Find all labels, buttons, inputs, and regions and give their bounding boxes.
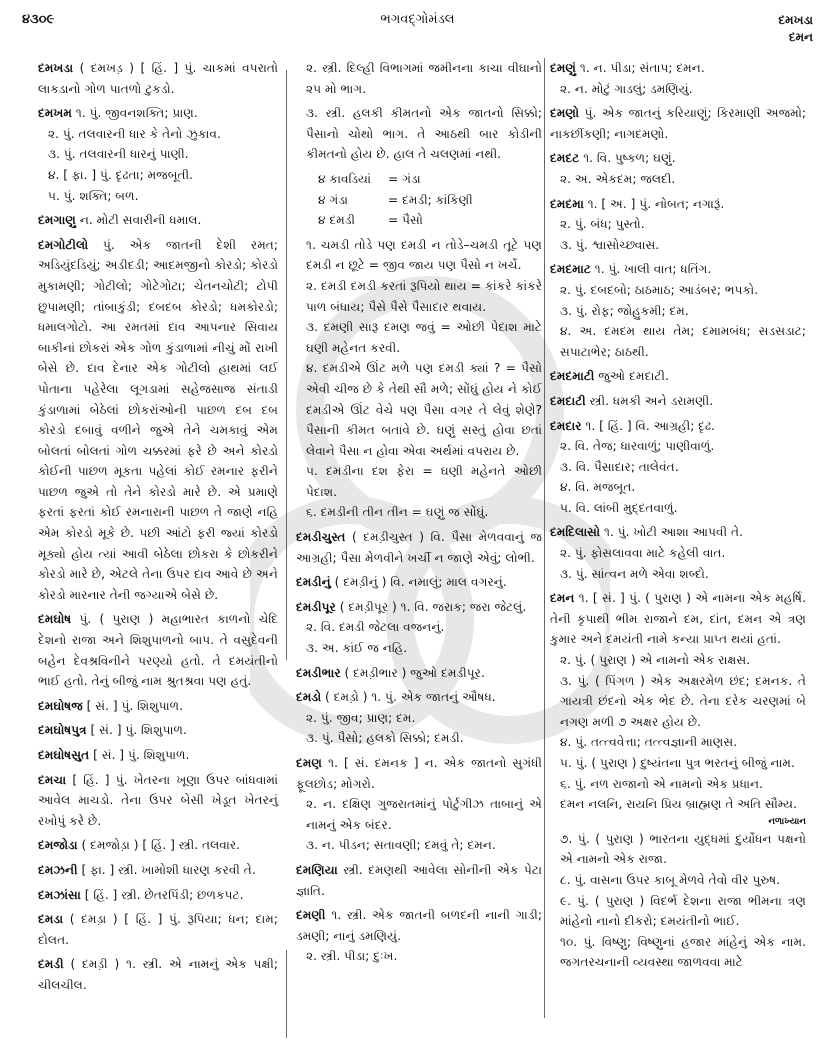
entry-sense: ૪. [ ફા. ] પું. દૃઢતા; મજબૂતી. (48, 167, 193, 182)
entry-headword: દમજોડા (38, 838, 78, 853)
entry-text: ( દમખડ઼ ) [ હિં. ] પું. ચાકમાં વપરાતો લાકડાનો ગોળ પાતળો ટુકડો. (38, 61, 279, 96)
entry-definition (296, 58, 542, 99)
entry-definition (38, 235, 278, 606)
dictionary-entry (296, 58, 542, 99)
entry-text: ( દમડ઼ા ) [ હિં. ] પું. રૂપિયા; ધન; દામ; દોલત. (38, 912, 278, 947)
book-title: ભગવદ્ગોમંડલ (380, 12, 455, 27)
entry-headword: દમણું (550, 61, 577, 75)
entry-sense: ૮. પું. વાસના ઉપર કાબૂ મેળવે તેવો વીર પુરુષ. (560, 872, 781, 887)
entry-headword: દમડીભાર (296, 665, 341, 680)
entry-text: ( દમડ઼ી ) ૧. સ્ત્રી. એ નામનું એક પક્ષી; ચીલચીલ. (38, 957, 278, 992)
entry-sense: ૫. પું. ( પુરાણ ) દુષ્યંતના પુત્ર ભરતનું બીજું નામ. (560, 756, 795, 770)
dictionary-entry (38, 860, 278, 881)
entry-text: [ હિં. ] પું. ખેતરના ખૂણા ઉપર બાંધવામાં આવેલ માચડો. તેના ઉપર બેસી ખેડૂત ખેતરનું રખોપું કરે છે. (38, 772, 278, 828)
entry-headword: દમન (550, 591, 575, 606)
equivalence-left: ૪ ગંડા (318, 192, 349, 207)
page-number: ૪૩૦૯ (22, 12, 55, 27)
proverb: ૨. દમડી દમડી કરતાં રૂપિયો થાય = કાંકરે કાંકરે પાળ બંધાય; પૈસે પૈસે પૈસાદાર થવાય. (306, 278, 542, 314)
entry-sense: ૫. પું. શક્તિ; બળ. (48, 188, 139, 203)
dictionary-entry (38, 954, 278, 995)
entry-text: પું. ( પુરાણ ) મહાભારત કાળનો ચેદિ દેશનો રાજા અને શિશુપાળનો બાપ. તે વસુદેવની બહેન દેવશ્રવિનીને પરણ્યો હતો. તે દમયંતીનો ભાઈ હતો. તેનું બીજું નામ શ્રુતશ્રવા પણ હતું. (38, 612, 278, 689)
equivalence-row (296, 210, 542, 231)
entry-text: ૧. [ સં. દમનક ] ન. એક જાતનો સુગંધી ફૂલછોડ; મોગરો. (296, 756, 543, 791)
entry-text: ૧. [ હિં. ] વિ. આગ્રહી; દૃઢ. (585, 418, 715, 433)
dictionary-entry (38, 58, 278, 99)
entry-headword: દમદમા (550, 196, 584, 211)
entry-sense: ૩. અ. કાંઈ જ નહિ. (306, 641, 408, 656)
entry-sense: ૨. પું. ફોસલાવવા માટે કહેલી વાત. (560, 546, 726, 561)
entry-headword: દમઘોષજ (38, 698, 83, 713)
proverb: ૫. દમડીના દશ ફેરા = ઘણી મહેનતે ઓછી પેદાશ. (306, 464, 542, 499)
entry-definition (38, 210, 278, 231)
dictionary-entry (38, 835, 278, 856)
entry-definition (550, 391, 806, 412)
entry-headword: દમણો (550, 106, 580, 121)
dictionary-entry (550, 58, 806, 99)
entry-text: ન. મોટી સવારીની ધમાલ. (79, 213, 202, 228)
entry-definition (296, 597, 542, 618)
entry-definition (296, 753, 542, 794)
dictionary-entry (38, 885, 278, 906)
entry-text: સ્ત્રી. દમણથી આવેલા સોનીની એક પેટા જ્ઞાતિ. (296, 862, 542, 898)
dictionary-entry (38, 210, 278, 231)
entry-sense: ૨. પું. ( પુરાણ ) એ નામનો એક રાક્ષસ. (560, 653, 751, 668)
entry-sense: ૫. વિ. લાંબી મુદ્દતવાળું. (560, 500, 678, 515)
guide-word-top: દમખડા (778, 13, 813, 27)
entry-text: ૧. પું. ખાલી વાત; ધતિંગ. (594, 262, 712, 277)
entry-definition (38, 909, 278, 950)
entry-headword: દમદમાટી (550, 369, 595, 384)
dictionary-entry (550, 259, 806, 362)
dictionary-entry (38, 609, 278, 691)
dictionary-entry (38, 909, 278, 950)
entry-definition (38, 745, 278, 766)
entry-headword: દમઝાંસા (38, 887, 81, 902)
entry-text: સ્ત્રી. ધમકી અને ડરામણી. (589, 393, 714, 408)
entry-text: [ સં. ] પું. શિશુપાળ. (86, 698, 183, 713)
entry-definition (38, 609, 278, 691)
dictionary-entry (38, 745, 278, 766)
entry-headword: દમદમાટ (550, 262, 591, 277)
entry-sense: ૨. ન. દક્ષિણ ગુજરાતમાંનું પોર્ટુગીઝ તાબાનું એ નામનું એક બંદર. (306, 797, 542, 832)
entry-sense: ૩. પું. ( પિંગળ ) એક અક્ષરમેળ છંદ; દમનક. તે ગાયત્રી છંદનો એક ભેદ છે. તેના દરેક ચરણમાં બે નગણ મળી ૭ અક્ષર હોય છે. (560, 673, 806, 729)
entry-definition (38, 770, 278, 832)
equivalence-right: = દમડી; કાંકિણી (388, 192, 473, 207)
entry-sense: ૨. ન. મોટું ગાડલું; ડમણિયું. (560, 81, 693, 96)
entry-text: ( દમડ઼ો ) ૧. પું. એક જાતનું ઔષધ. (325, 690, 496, 705)
entry-text: પું. એક જાતની દેશી રમત; અડિયુંદડિયું; અડીદડી; આદમજીનો કોરડો; કોરડો મુકામણી; ગોટીલો; ગોટેગોટા; ચેતનચોટી; ટોપી છુપામણી; તાંબાકુંડી; દબદબ કોરડો; ધમકોરડો; ધમાલગોટો. આ રમતમાં દાવ આપનાર સિવાય બાકીનાં છોકરાં એક ગોળ કુંડાળામાં નીચું મોં રાખી બેસે છે. દાવ દેનાર એક ગોટીલો હાથમાં લઈ પોતાના પહેરેલા લૂગડામાં સહેજસાજ સંતાડી કુંડાળામાં બેઠેલાં છોકરાંઓની પાછળ દબ દબ કોરડો દબાવું વળીને જુએ તેને ચમકાવું એમ બોલતાં બોલતાં ગોળ ચક્કરમાં ફરે છે અને કોરડો કોઈની પાછળ મૂકતા પહેલાં કોઈ રમનાર ફરીને પાછળ જુએ તો તેને કોરડો મારે છે. એ પ્રમાણે ફરતાં ફરતાં કોઈ રમનારાની પાછળ તે જાણે નહિ એમ કોરડો મૂકે છે. પછી આંટો ફરી જ્યાં કોરડો મૂક્યો હોય ત્યાં આવી બેઠેલા છોકરા કે છોકરીને કોરડો મારે છે, એટલે તેના ઉપર દાવ આવે છે અને કોરડો મારનાર તેની જગ્યાએ બેસે છે. (38, 237, 278, 602)
entry-text: ૧. વિ. પુષ્કળ; ઘણું. (583, 151, 676, 166)
entry-text: ( દમડ઼ીનું ) વિ. નમાલું; માલ વગરનું. (334, 575, 507, 590)
entry-text: ૧. [ અ. ] પું. નોબત; નગારૂં. (587, 196, 725, 211)
dictionary-entry (296, 753, 542, 856)
entry-sense: ૪. પું. તત્ત્વવેત્તા; તત્ત્વજ્ઞાની માણસ. (560, 735, 738, 750)
entry-definition (550, 416, 806, 437)
entry-sense: ૨. પું. દબદબો; ઠાઠમાઠ; આડંબર; ભપકો. (560, 282, 759, 297)
entry-definition (550, 588, 806, 650)
entry-headword: દમઘોષપુત્ર (38, 723, 87, 738)
dictionary-entry (296, 905, 542, 967)
entry-definition (550, 194, 806, 215)
entry-text: ૧. પું. ખોટી આશા આપવી તે. (603, 525, 743, 540)
equivalence-right: = ગંડા (388, 171, 421, 186)
entry-text: [ ફા. ] સ્ત્રી. ખામોશી ધારણ કરવી તે. (81, 862, 256, 877)
dictionary-entry (550, 366, 806, 387)
entry-headword: દમડા (38, 912, 64, 927)
entry-definition (296, 527, 542, 568)
entry-definition (38, 835, 278, 856)
entry-text: [ હિં. ] સ્ત્રી. છેતરપિંડી; છળકપટ. (84, 887, 244, 902)
equivalence-right: = પૈસો (388, 213, 423, 228)
entry-definition (296, 687, 542, 708)
entry-text: પું. એક જાતનું કરિયાણું; કિરમાણી અજમો; નાકછીંકણી; નાગદમણો. (550, 106, 806, 141)
entry-headword: દમઘોષ (38, 612, 72, 627)
entry-text: ( દમજોડ઼ા ) [ હિં. ] સ્ત્રી. તલવાર. (81, 838, 241, 853)
entry-definition (296, 572, 542, 593)
proverb: ૧. ચમડી તોડે પણ દમડી ન તોડે–ચમડી તૂટે પણ દમડી ન છૂટે = જીવ જાય પણ પૈસો ન ખર્ચે. (306, 237, 542, 273)
entry-text: ૧. [ સં. ] પું. ( પુરાણ ) એ નામના એક મહર્ષિ. તેની કૃપાથી ભીમ રાજાને દમ, દાંત, દમન એ ત્રણ કુમાર અને દમયંતી નામે કન્યા પ્રાપ્ત થયાં હતાં. (550, 591, 806, 647)
proverb: ૩. દમણી સારૂ દમણ જવું = ઓછી પેદાશ માટે ઘણી મહેનત કરવી. (306, 320, 542, 355)
entry-definition (550, 103, 806, 144)
dictionary-entry (38, 770, 278, 832)
dictionary-entry (296, 235, 542, 523)
entry-headword: દમચા (38, 772, 67, 787)
entry-sense: ૩. ન. પીડન; સતાવણી; દમવું તે; દમન. (306, 838, 496, 853)
entry-headword: દમગાણુ (38, 213, 76, 228)
entry-sense: ૨. સ્ત્રી. પીડા; દુઃખ. (306, 949, 398, 964)
entry-text: [ સં. ] પું. શિશુપાળ. (93, 748, 190, 762)
dictionary-entry (296, 103, 542, 165)
guide-word-bottom: દમન (788, 30, 813, 44)
entry-text: જુઓ દમદાટી. (598, 369, 669, 384)
column-2 (296, 58, 542, 971)
entry-sense: ૨. પું. જીવ; પ્રાણ; દમ. (306, 710, 416, 725)
dictionary-entry (550, 148, 806, 189)
entry-sense: ૩. વિ. પૈસાદાર; તાલેવંત. (560, 459, 679, 474)
entry-definition (550, 366, 806, 387)
entry-text: ૧. સ્ત્રી. એક જાતની બળદની નાની ગાડી; ડમણી; નાનું ડમણિયું. (296, 908, 543, 943)
dictionary-entry (550, 194, 806, 256)
entry-sense: ૩. પું. શ્વાસોચ્છ્વાસ. (560, 237, 660, 252)
dictionary-entry (296, 527, 542, 568)
entry-text: [ સં. ] પું. શિશુપાળ. (90, 723, 187, 738)
entry-sense: ૭. પું. ( પુરાણ ) ભારતના યુદ્ધમાં દુર્યોધન પક્ષનો એ નામનો એક રાજા. (560, 831, 806, 867)
entry-headword: દમખડા (38, 61, 74, 75)
entry-headword: દમદાર (550, 418, 582, 433)
entry-headword: દમડી (38, 957, 64, 972)
entry-text: ( દમડ઼ીપૂર ) ૧. વિ. જરાક; જરા જેટલું. (339, 599, 527, 614)
entry-headword: દમણિયા (296, 862, 338, 877)
dictionary-entry (296, 687, 542, 749)
guide-words (778, 12, 813, 46)
entry-definition (38, 720, 278, 741)
entry-headword: દમડીનું (296, 575, 331, 590)
dictionary-columns (0, 58, 825, 1048)
dictionary-entry (38, 103, 278, 206)
equivalence-row (296, 169, 542, 190)
entry-sense: ૪. અ. દમદમ થાય તેમ; દમામબંધ; સડસડાટ; સપાટાભેર; ઠાઠથી. (560, 324, 806, 359)
equivalence-left: ૪ કાવડિયાં (318, 171, 372, 186)
entry-sense: ૩. પું. તલવારની ધારનું પાણી. (48, 147, 189, 162)
entry-headword: દમણી (296, 908, 326, 923)
entry-definition (550, 522, 806, 543)
entry-headword: દમડીચુસ્ત (296, 530, 346, 545)
entry-text: ૩. સ્ત્રી. હલકી કીમતનો એક જાતનો સિક્કો; પૈસાનો ચોથો ભાગ. તે આઠથી બાર કોડીની કીમતનો હોય છે. હાલ તે ચલણમાં નથી. (306, 106, 542, 162)
entry-sense: ૧૦. પું. વિષ્ણુ; વિષ્ણુનાં હજાર માંહેનું એક નામ. જગતરચનાની વ્યવસ્થા જાળવવા માટે (560, 934, 806, 970)
entry-sense: ૩. પું. રોફ; જોહુકમી; દમ. (560, 303, 689, 318)
entry-sense: ૬. પું. નળ રાજાનો એ નામનો એક પ્રધાન. (560, 776, 763, 791)
entry-sense: ૪. વિ. મજબૂત. (560, 480, 636, 495)
entry-sense: ૨. અ. એકદમ; જલદી. (560, 171, 676, 186)
entry-definition (38, 696, 278, 717)
entry-text: ૧. ન. પીડા; સંતાપ; દમન. (579, 61, 705, 75)
entry-definition (38, 954, 278, 995)
entry-headword: દમગોટીલો (38, 237, 89, 252)
dictionary-entry (296, 572, 542, 593)
entry-definition (550, 259, 806, 280)
dictionary-entry (550, 416, 806, 519)
entry-sense: ૨. પું. તલવારની ધાર કે તેનો ઝુકાવ. (48, 126, 221, 141)
page-header (22, 12, 813, 48)
dictionary-entry (550, 588, 806, 973)
proverb: ૬. દમડીની તીન તીન = ઘણું જ સોંઘું. (306, 505, 489, 520)
equivalence-left: ૪ દમડી (318, 213, 356, 228)
dictionary-entry (38, 696, 278, 717)
entry-definition (550, 148, 806, 169)
column-1 (38, 58, 278, 1000)
column-3 (550, 58, 806, 977)
dictionary-entry (550, 103, 806, 144)
entry-headword: દમખમ (38, 106, 73, 121)
entry-sense: ૯. પું. ( પુરાણ ) વિદર્ભ દેશના રાજા ભીમના ત્રણ માંહેનો નાનો દીકરો; દમયંતીનો ભાઈ. (560, 893, 806, 929)
entry-definition (550, 58, 806, 79)
dictionary-entry (550, 522, 806, 584)
entry-text: ૨. સ્ત્રી. દિલ્હી વિભાગમાં જમીનના કાચા વીઘાનો ૨૫ મો ભાગ. (306, 61, 542, 96)
equivalence-row (296, 190, 542, 211)
dictionary-entry (38, 720, 278, 741)
dictionary-entry (296, 597, 542, 659)
entry-sense: ૨. વિ. દમડી જેટલા વજનનું. (306, 620, 445, 635)
entry-sense: ૩. પું. સાંત્વન મળે એવા શબ્દો. (560, 566, 709, 581)
entry-definition (38, 860, 278, 881)
entry-headword: દમદાટી (550, 393, 586, 408)
dictionary-entry (296, 860, 542, 901)
entry-headword: દમઘોષસુત (38, 748, 90, 762)
entry-text: ૧. પું. જીવનશક્તિ; પ્રાણ. (75, 106, 198, 121)
dictionary-entry (296, 663, 542, 684)
entry-definition (296, 860, 542, 901)
quotation: દમન નલનિ, રાયનિ પ્રિય બ્રાહ્મણ તે અતિ સૌમ્ય. (560, 797, 798, 812)
entry-definition (296, 103, 542, 165)
entry-sense: ૨. પું. બંધ; પુસ્તો. (560, 217, 645, 232)
dictionary-entry (38, 235, 278, 606)
entry-headword: દમણ (296, 756, 323, 770)
quotation-source: નળાખ્યાન (768, 816, 806, 827)
entry-definition (296, 663, 542, 684)
entry-headword: દમદટ (550, 151, 580, 166)
dictionary-entry (550, 391, 806, 412)
entry-headword: દમડીપૂર (296, 599, 336, 614)
dictionary-entry (296, 169, 542, 231)
entry-text: ( દમડ઼ીચુસ્ત ) વિ. પૈસા મેળવવાનું જ આગ્રહી; પૈસા મેળવીને ખર્ચી ન જાણે એવું; લોભી. (296, 530, 543, 565)
entry-text: ( દમડ઼ીભાર ) જુઓ દમડીપૂર. (344, 665, 485, 680)
entry-sense: ૩. પું. પૈસો; હલકો સિક્કો; દમડી. (306, 731, 464, 746)
entry-definition (296, 905, 542, 946)
entry-headword: દમડો (296, 690, 322, 705)
entry-headword: દમઝની (38, 862, 78, 877)
entry-definition (38, 885, 278, 906)
entry-definition (38, 103, 278, 124)
proverb: ૪. દમડીએ ઊંટ મળે પણ દમડી ક્યાં ? = પૈસો એવી ચીજ છે કે તેથી સૌ મળે; સોંઘું હોય ને કોઈ દમડીએ ઊંટ વેચે પણ પૈસા વગર તે લેવું શેણે? પૈસાની કીમત બતાવે છે. ઘણું સસ્તું હોવા છતાં લેવાને પૈસા ન હોવા એવા અર્થમાં વપરાય છે. (306, 361, 542, 458)
entry-definition (38, 58, 278, 99)
entry-headword: દમદિલાસો (550, 525, 601, 540)
entry-sense: ૨. વિ. તેજ; ધારવાળું; પાણીવાળું. (560, 439, 715, 454)
